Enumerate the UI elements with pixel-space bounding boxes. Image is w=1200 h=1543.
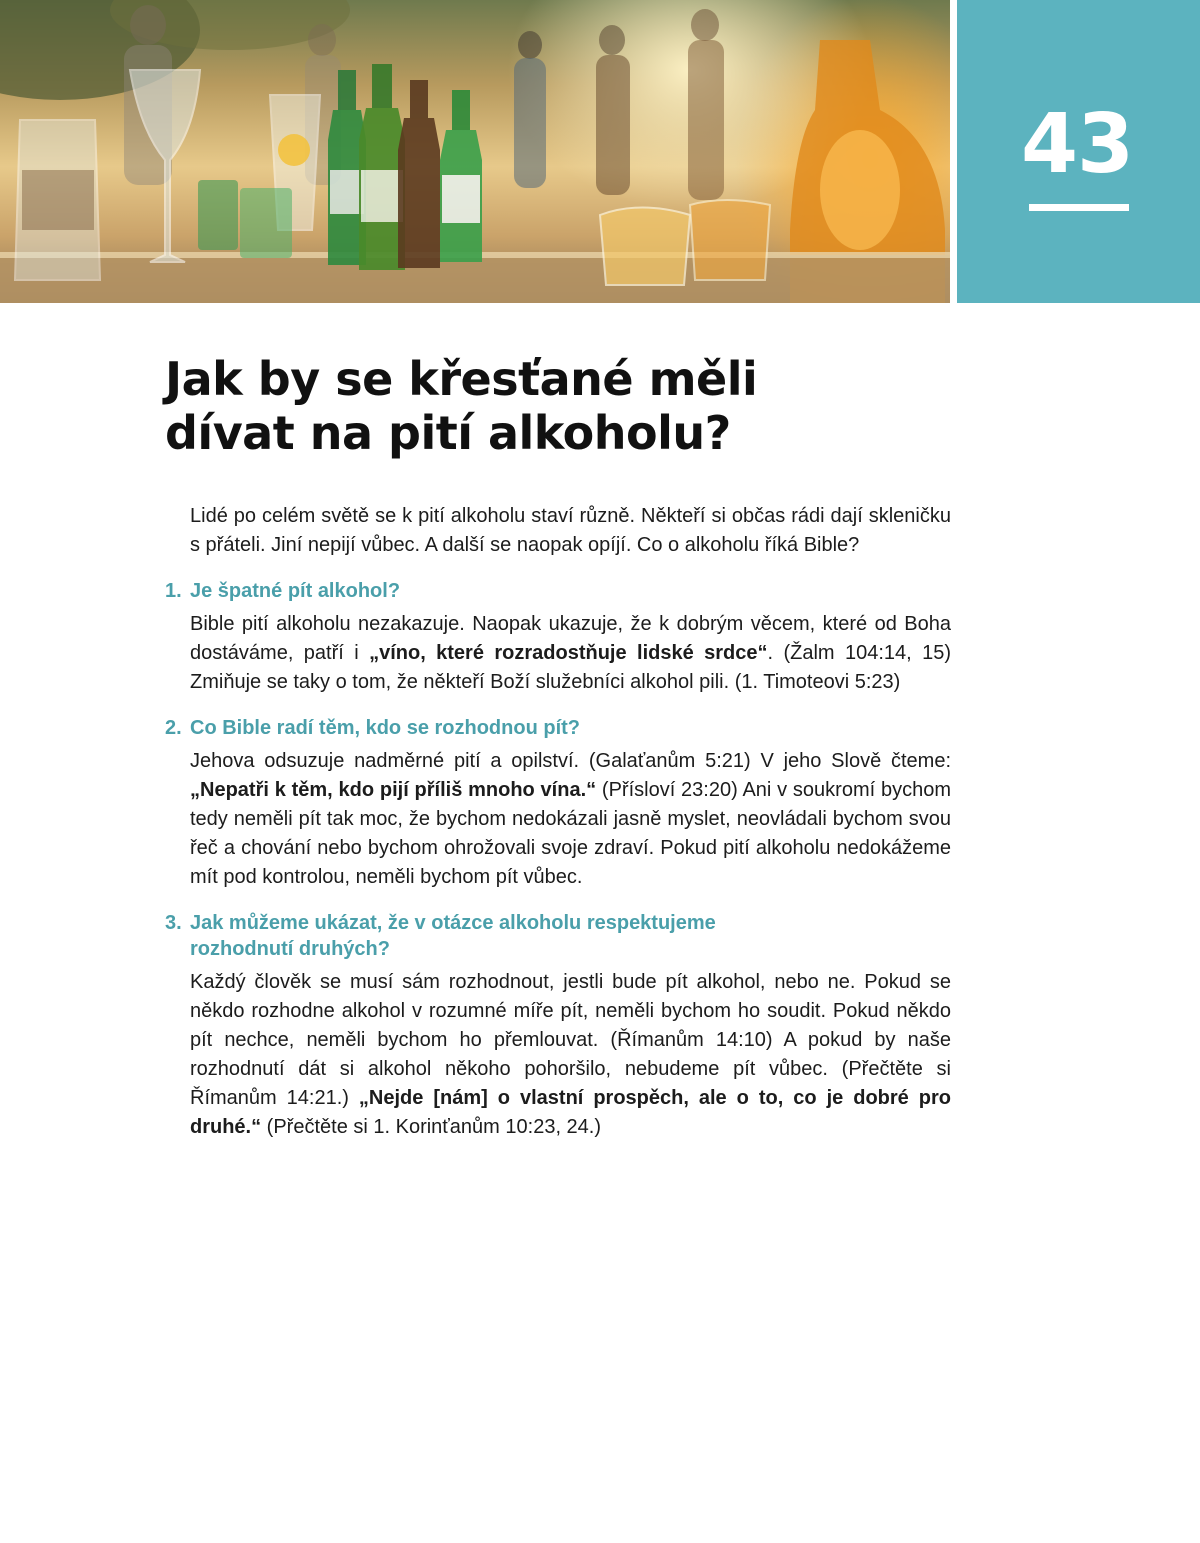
intro-paragraph: [190, 502, 951, 560]
section-3-paragraph: [190, 968, 951, 1142]
section-2-heading-line: Co Bible radí těm, kdo se rozhodnou pít?: [190, 717, 581, 739]
section-3-number: 3.: [165, 912, 182, 934]
section-3: [165, 910, 951, 1142]
lesson-content: [165, 502, 951, 1142]
text-run: Každý člověk se musí sám rozhodnout, jestli bude pít alkohol, nebo ne. Pokud se někdo rozhodne alkohol v rozumné míře pít, neměli bychom ho soudit. Pokud někdo pít nechce, neměli bychom ho přemlouvat. (Římanům 14:10) A pokud by naše rozhodnutí dát si alkohol někoho pohoršilo, nebudeme pít vůbec. (Přečtěte si Římanům 14:21.): [190, 971, 951, 1109]
lesson-number-underline: [1029, 204, 1129, 211]
page-title-line-2: dívat na pití alkoholu?: [165, 406, 731, 460]
lesson-number: 43: [1020, 97, 1134, 192]
text-run: (Přísloví 23:20) Ani v soukromí bychom tedy neměli pít tak moc, že bychom nedokázali jasně myslet, neovládali bychom svou řeč a chování nebo bychom ohrožovali svoje zdraví. Pokud pití alkoholu nedokážeme mít pod kontrolou, neměli bychom pít vůbec.: [190, 779, 951, 888]
text-run: Bible pití alkoholu nezakazuje. Naopak ukazuje, že k dobrým věcem, které od Boha dostáváme, patří i: [190, 613, 951, 664]
bottle-4: [440, 90, 482, 262]
bible-quote: „Nepatři k těm, kdo pijí příliš mnoho vína.“: [190, 779, 597, 801]
section-3-heading-line-2: rozhodnutí druhých?: [190, 938, 390, 960]
section-1-heading: [165, 578, 951, 604]
text-run: Lidé po celém světě se k pití alkoholu staví různě. Někteří si občas rádi dají skleničku s přáteli. Jiní nepijí vůbec. A další se naopak opíjí. Co o alkoholu říká Bible?: [190, 505, 951, 556]
bible-quote: „víno, které rozradostňuje lidské srdce“: [369, 642, 768, 664]
bible-quote: „Nejde [nám] o vlastní prospěch, ale o to, co je dobré pro druhé.“: [190, 1087, 951, 1138]
section-2-heading: [165, 715, 951, 741]
header-photo: [0, 0, 950, 303]
text-run: . (Žalm 104:14, 15) Zmiňuje se taky o tom, že někteří Boží služebníci alkohol pili. (1. Timoteovi 5:23): [190, 642, 952, 693]
lesson-number-block: [957, 0, 1200, 303]
section-2-number: 2.: [165, 717, 182, 739]
text-run: (Přečtěte si 1. Korinťanům 10:23, 24.): [261, 1116, 602, 1138]
text-run: Jehova odsuzuje nadměrné pití a opilství. (Galaťanům 5:21) V jeho Slově čteme:: [190, 750, 951, 772]
section-1-paragraph: [190, 610, 951, 697]
section-2-paragraph: [190, 747, 951, 892]
page-title-line-1: Jak by se křesťané měli: [165, 352, 758, 406]
section-3-heading: [165, 910, 951, 962]
section-1-number: 1.: [165, 580, 182, 602]
drinks-party-illustration: [0, 0, 950, 303]
page-title: [165, 352, 925, 460]
section-1-heading-line: Je špatné pít alkohol?: [190, 580, 401, 602]
section-3-heading-line-1: Jak můžeme ukázat, že v otázce alkoholu respektujeme: [190, 912, 716, 934]
bottle-3: [398, 80, 440, 268]
section-1: [165, 578, 951, 697]
section-2: [165, 715, 951, 892]
